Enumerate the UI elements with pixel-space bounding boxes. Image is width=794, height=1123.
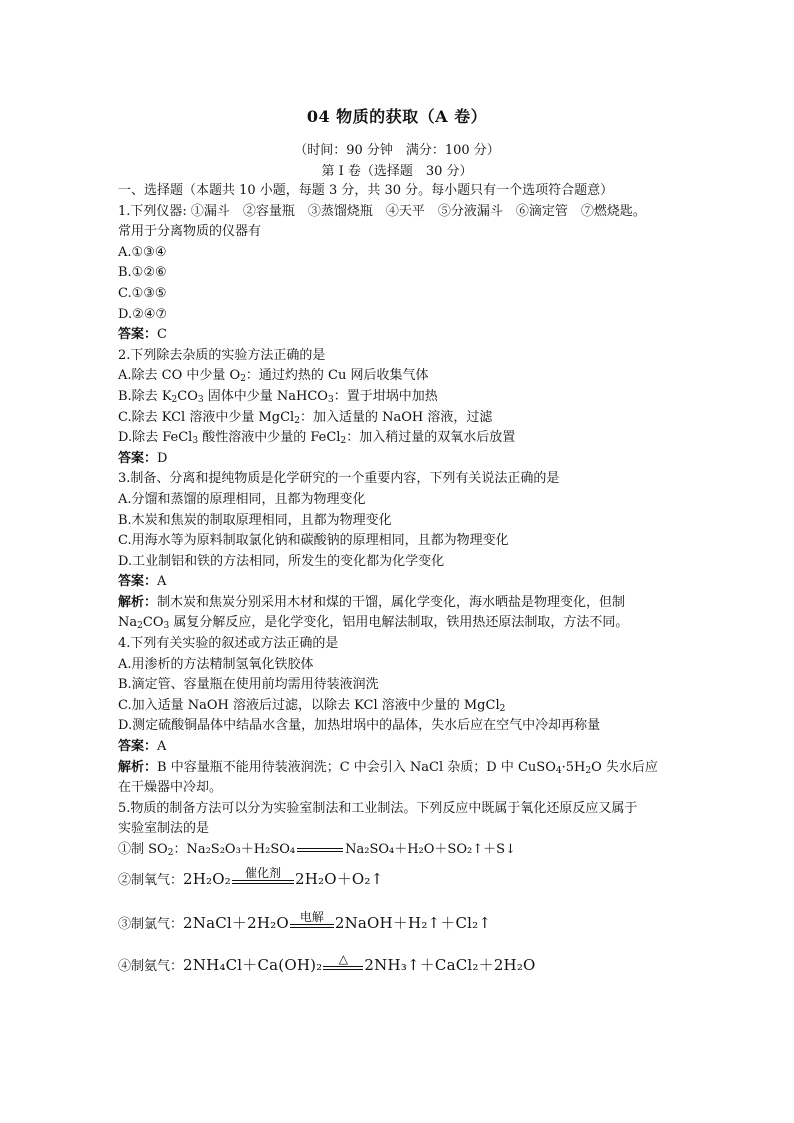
analysis-label: 解析： — [118, 759, 158, 775]
q4-analysis-line1: 解析：B 中容量瓶不能用待装液润洗；C 中会引入 NaCl 杂质；D 中 $CuSO_4\cdot 5H_2O$ 失水后应 — [118, 759, 658, 776]
q2-stem: 2.下列除去杂质的实验方法正确的是 — [118, 347, 326, 363]
q2-option-a: A.除去 CO 中少量 $O_2$：通过灼热的 Cu 网后收集气体 — [118, 368, 429, 385]
q4-option-b: B.滴定管、容量瓶在使用前均需用待装液润洗 — [118, 677, 379, 693]
q3-stem: 3.制备、分离和提纯物质是化学研究的一个重要内容，下列有关说法正确的是 — [118, 471, 560, 487]
section-heading: 一、选择题（本题共 10 小题，每题 3 分，共 30 分。每小题只有一个选项符合题意） — [118, 183, 614, 198]
q3-option-d: D.工业制铝和铁的方法相同，所发生的变化都为化学变化 — [118, 553, 445, 569]
answer-label: 答案： — [118, 450, 158, 466]
q3-analysis-line1: 解析：制木炭和焦炭分别采用木材和煤的干馏，属化学变化，海水晒盐是物理变化，但制 — [118, 594, 626, 610]
q1-stem-line2: 常用于分离物质的仪器有 — [118, 224, 262, 240]
reaction-condition: △ — [323, 952, 363, 975]
q2-option-d: D.除去 FeCl$_3$ 酸性溶液中少量的 FeCl$_2$：加入稍过量的双氧水后放置 — [118, 430, 516, 447]
answer-value: A — [157, 739, 167, 755]
q4-option-c: C.加入适量 NaOH 溶液后过滤，以除去 KCl 溶液中少量的 MgCl$_2$ — [118, 697, 506, 714]
answer-value: C — [157, 327, 167, 343]
q5-reaction-1: ①制 $SO_2$：Na₂S₂O₃＋H₂SO₄ Na₂SO₄＋H₂O＋SO₂↑＋S↓ — [118, 842, 516, 858]
q3-analysis-line2: $Na_2CO_3$ 属复分解反应，是化学变化，铝用电解法制取，铁用热还原法制取，方法不同。 — [118, 615, 629, 632]
equals-sign — [297, 848, 343, 852]
answer-value: D — [157, 450, 168, 466]
q5-reaction-4: ④制氨气：2NH₄Cl＋Ca(OH)₂ △ 2NH₃↑＋CaCl₂＋2H₂O — [118, 952, 536, 974]
q5-stem-line1: 5.物质的制备方法可以分为实验室制法和工业制法。下列反应中既属于氧化还原反应又属于 — [118, 800, 638, 816]
reaction-condition: 催化剂 — [232, 866, 294, 889]
answer-label: 答案： — [118, 327, 158, 343]
q1-answer — [118, 325, 678, 346]
answer-value: A — [157, 574, 167, 590]
q1-option-a: A.①③④ — [118, 244, 167, 260]
q4-option-a: A.用渗析的方法精制氢氧化铁胶体 — [118, 656, 314, 672]
q3-answer — [118, 572, 678, 593]
q3-option-b: B.木炭和焦炭的制取原理相同，且都为物理变化 — [118, 512, 392, 528]
q3-option-a: A.分馏和蒸馏的原理相同，且都为物理变化 — [118, 491, 366, 507]
question-body — [118, 181, 678, 861]
q3-option-c: C.用海水等为原料制取氯化钠和碳酸钠的原理相同，且都为物理变化 — [118, 533, 509, 549]
q2-option-b: B.除去 $K_2CO_3$ 固体中少量 NaHCO$_3$：置于坩埚中加热 — [118, 388, 438, 405]
q5-stem-line2: 实验室制法的是 — [118, 821, 210, 837]
q5-reaction-3: ③制氯气：2NaCl＋2H₂O 电解 2NaOH＋H₂↑＋Cl₂↑ — [118, 910, 492, 932]
q4-analysis-line2: 在干燥器中冷却。 — [118, 780, 223, 796]
q1-option-c: C.①③⑤ — [118, 285, 167, 301]
q2-option-c: C.除去 KCl 溶液中少量 MgCl$_2$：加入适量的 NaOH 溶液，过滤 — [118, 409, 493, 426]
analysis-label: 解析： — [118, 594, 158, 610]
q5-reaction-2: ②制氧气：2H₂O₂ 催化剂 2H₂O＋O₂↑ — [118, 866, 384, 888]
q1-stem-line1: 1.下列仪器: ①漏斗 ②容量瓶 ③蒸馏烧瓶 ④天平 ⑤分液漏斗 ⑥滴定管 ⑦燃烧匙。 — [118, 203, 646, 219]
page-title: 04 物质的获取（A 卷） — [306, 107, 488, 126]
q2-answer — [118, 449, 678, 470]
q1-option-d: D.②④⑦ — [118, 306, 168, 322]
q4-option-d: D.测定硫酸铜晶体中结晶水含量，加热坩埚中的晶体，失水后应在空气中冷却再称量 — [118, 718, 601, 734]
q4-answer — [118, 737, 678, 758]
answer-label: 答案： — [118, 574, 158, 590]
q1-option-b: B.①②⑥ — [118, 265, 167, 281]
answer-label: 答案： — [118, 739, 158, 755]
time-info: （时间：90 分钟 满分：100 分） — [294, 143, 500, 158]
part-heading: 第 I 卷（选择题 30 分） — [321, 164, 473, 179]
reaction-condition: 电解 — [290, 910, 334, 933]
q4-stem: 4.下列有关实验的叙述或方法正确的是 — [118, 636, 339, 652]
